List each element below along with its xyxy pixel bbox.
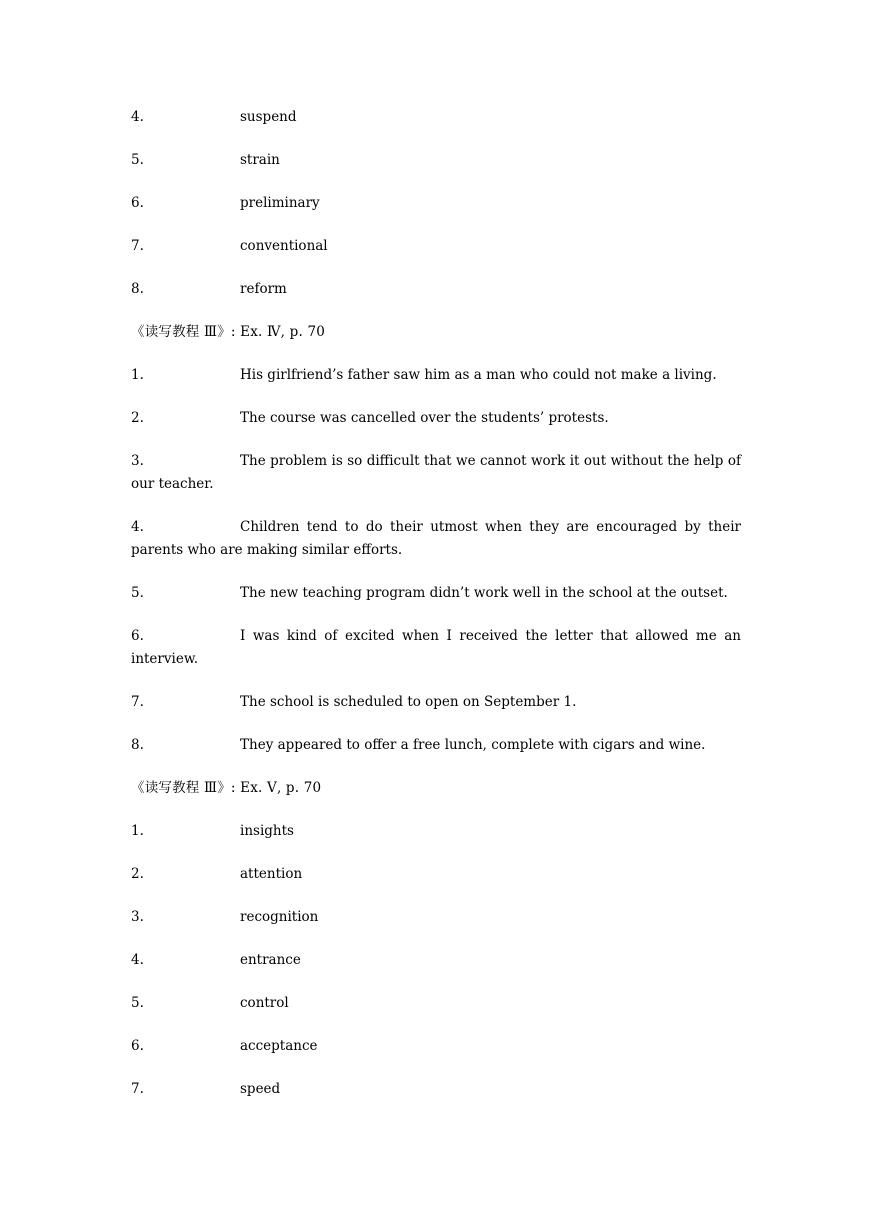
document-page — [131, 106, 741, 1121]
item-number: 2. — [131, 410, 144, 426]
item-text: control — [240, 995, 289, 1011]
item-text: reform — [240, 281, 287, 297]
item-number: 1. — [131, 823, 144, 839]
item-number: 7. — [131, 694, 144, 710]
item-number: 6. — [131, 195, 144, 211]
item-text: They appeared to offer a free lunch, complete with cigars and wine. — [240, 737, 706, 753]
list-item — [131, 1078, 741, 1101]
item-number: 4. — [131, 519, 144, 535]
list-item — [131, 863, 741, 886]
list-item — [131, 625, 741, 671]
item-number: 1. — [131, 367, 144, 383]
item-text: conventional — [240, 238, 328, 254]
list-item — [131, 407, 741, 430]
item-number: 3. — [131, 909, 144, 925]
translation-list — [131, 364, 741, 757]
item-text: I was kind of excited when I received the letter that allowed me an interview. — [131, 628, 741, 667]
list-item — [131, 992, 741, 1015]
list-item — [131, 235, 741, 258]
item-text: insights — [240, 823, 294, 839]
list-item — [131, 691, 741, 714]
item-number: 4. — [131, 109, 144, 125]
section-heading-ex5: 《读写教程 Ⅲ》: Ex. Ⅴ, p. 70 — [131, 780, 322, 796]
item-number: 5. — [131, 585, 144, 601]
item-number: 6. — [131, 628, 144, 644]
item-number: 8. — [131, 281, 144, 297]
item-text: speed — [240, 1081, 281, 1097]
list-item — [131, 278, 741, 301]
item-text: The school is scheduled to open on September 1. — [240, 694, 577, 710]
item-number: 2. — [131, 866, 144, 882]
list-item — [131, 192, 741, 215]
item-text: attention — [240, 866, 303, 882]
vocabulary-list-a — [131, 106, 741, 301]
item-number: 5. — [131, 995, 144, 1011]
list-item — [131, 516, 741, 562]
item-number: 5. — [131, 152, 144, 168]
item-text: strain — [240, 152, 280, 168]
item-number: 4. — [131, 952, 144, 968]
item-text: His girlfriend’s father saw him as a man who could not make a living. — [240, 367, 717, 383]
item-text: The problem is so difficult that we cannot work it out without the help of our teacher. — [131, 453, 741, 492]
item-text: Children tend to do their utmost when they are encouraged by their parents who are making similar efforts. — [131, 519, 741, 558]
list-item — [131, 149, 741, 172]
list-item — [131, 106, 741, 129]
item-text: The new teaching program didn’t work well in the school at the outset. — [240, 585, 728, 601]
item-text: entrance — [240, 952, 301, 968]
list-item — [131, 949, 741, 972]
item-text: The course was cancelled over the students’ protests. — [240, 410, 609, 426]
item-text: suspend — [240, 109, 297, 125]
item-text: recognition — [240, 909, 319, 925]
item-number: 6. — [131, 1038, 144, 1054]
list-item — [131, 734, 741, 757]
list-item — [131, 906, 741, 929]
item-number: 7. — [131, 238, 144, 254]
section-heading-ex4: 《读写教程 Ⅲ》: Ex. Ⅳ, p. 70 — [131, 324, 326, 340]
list-item — [131, 450, 741, 496]
list-item — [131, 820, 741, 843]
item-text: acceptance — [240, 1038, 318, 1054]
item-text: preliminary — [240, 195, 320, 211]
list-item — [131, 582, 741, 605]
item-number: 8. — [131, 737, 144, 753]
list-item — [131, 364, 741, 387]
item-number: 7. — [131, 1081, 144, 1097]
vocabulary-list-c — [131, 820, 741, 1101]
item-number: 3. — [131, 453, 144, 469]
list-item — [131, 1035, 741, 1058]
